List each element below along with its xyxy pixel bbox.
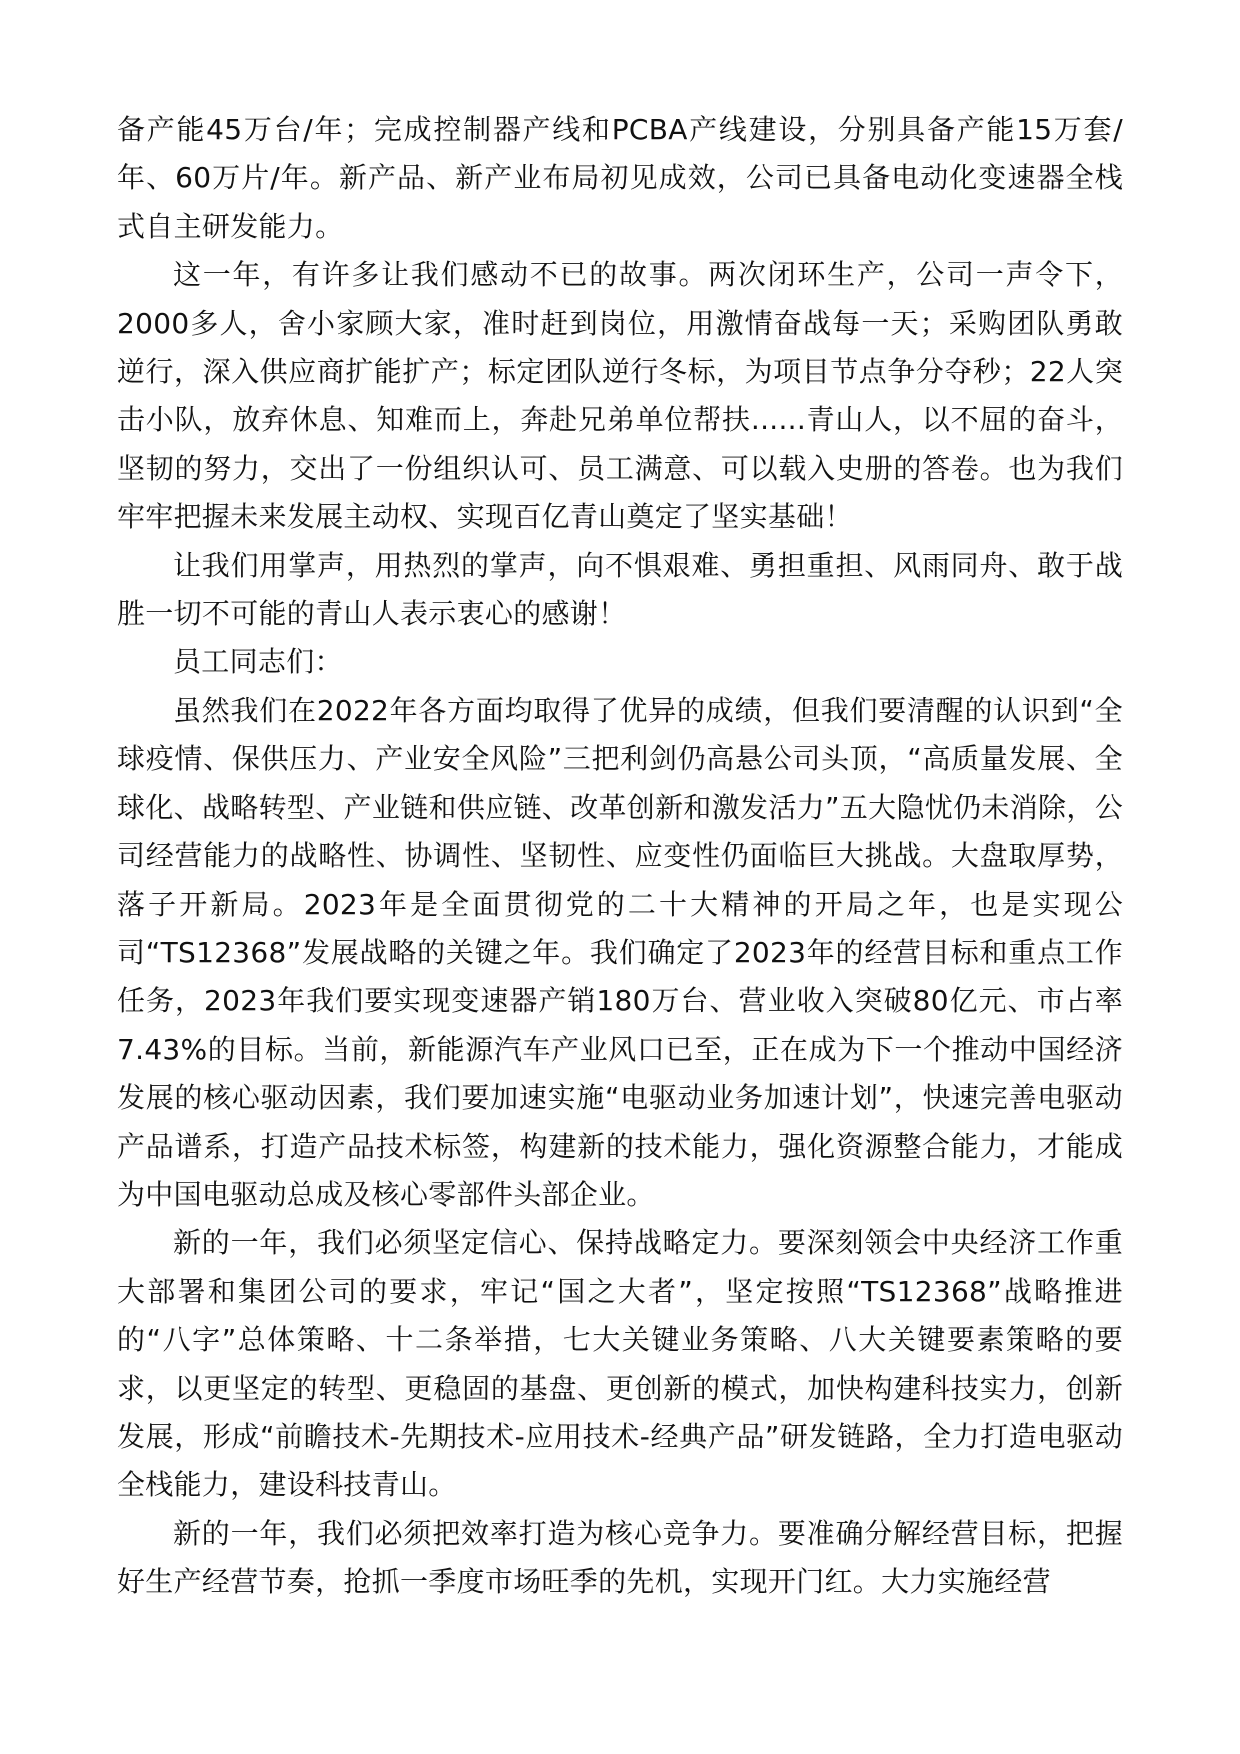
paragraph-challenges-and-targets: 虽然我们在2022年各方面均取得了优异的成绩，但我们要清醒的认识到“全球疫情、保供压力、产业安全风险”三把利剑仍高悬公司头顶，“高质量发展、全球化、战略转型、产业链和供应链、改革创新和激发活力”五大隐忧仍未消除，公司经营能力的战略性、协调性、坚韧性、应变性仍面临巨大挑战。大盘取厚势，落子开新局。2023年是全面贯彻党的二十大精神的开局之年，也是实现公司“TS12368”发展战略的关键之年。我们确定了2023年的经营目标和重点工作任务，2023年我们要实现变速器产销180万台、营业收入突破80亿元、市占率7.43%的目标。当前，新能源汽车产业风口已至，正在成为下一个推动中国经济发展的核心驱动因素，我们要加速实施“电驱动业务加速计划”，快速完善电驱动产品谱系，打造产品技术标签，构建新的技术能力，强化资源整合能力，才能成为中国电驱动总成及核心零部件头部企业。 <box>117 693 1123 1211</box>
document-body <box>117 106 1123 1607</box>
paragraph-strategic-confidence: 新的一年，我们必须坚定信心、保持战略定力。要深刻领会中央经济工作重大部署和集团公司的要求，牢记“国之大者”，坚定按照“TS12368”战略推进的“八字”总体策略、十二条举措，七大关键业务策略、八大关键要素策略的要求，以更坚定的转型、更稳固的基盘、更创新的模式，加快构建科技实力，创新发展，形成“前瞻技术-先期技术-应用技术-经典产品”研发链路，全力打造电驱动全栈能力，建设科技青山。 <box>117 1226 1123 1502</box>
paragraph-applause: 让我们用掌声，用热烈的掌声，向不惧艰难、勇担重担、风雨同舟、敢于战胜一切不可能的青山人表示衷心的感谢！ <box>117 548 1123 631</box>
paragraph-efficiency: 新的一年，我们必须把效率打造为核心竞争力。要准确分解经营目标，把握好生产经营节奏，抢抓一季度市场旺季的先机，实现开门红。大力实施经营 <box>117 1516 1123 1599</box>
paragraph-touching-stories: 这一年，有许多让我们感动不已的故事。两次闭环生产，公司一声令下，2000多人，舍小家顾大家，准时赶到岗位，用激情奋战每一天；采购团队勇敢逆行，深入供应商扩能扩产；标定团队逆行冬标，为项目节点争分夺秒；22人突击小队，放弃休息、知难而上，奔赴兄弟单位帮扶......青山人，以不屈的奋斗，坚韧的努力，交出了一份组织认可、员工满意、可以载入史册的答卷。也为我们牢牢把握未来发展主动权、实现百亿青山奠定了坚实基础！ <box>117 258 1123 534</box>
paragraph-salutation: 员工同志们： <box>173 645 343 679</box>
paragraph-continued: 备产能45万台/年；完成控制器产线和PCBA产线建设，分别具备产能15万套/年、60万片/年。新产品、新产业布局初见成效，公司已具备电动化变速器全栈式自主研发能力。 <box>117 113 1123 243</box>
